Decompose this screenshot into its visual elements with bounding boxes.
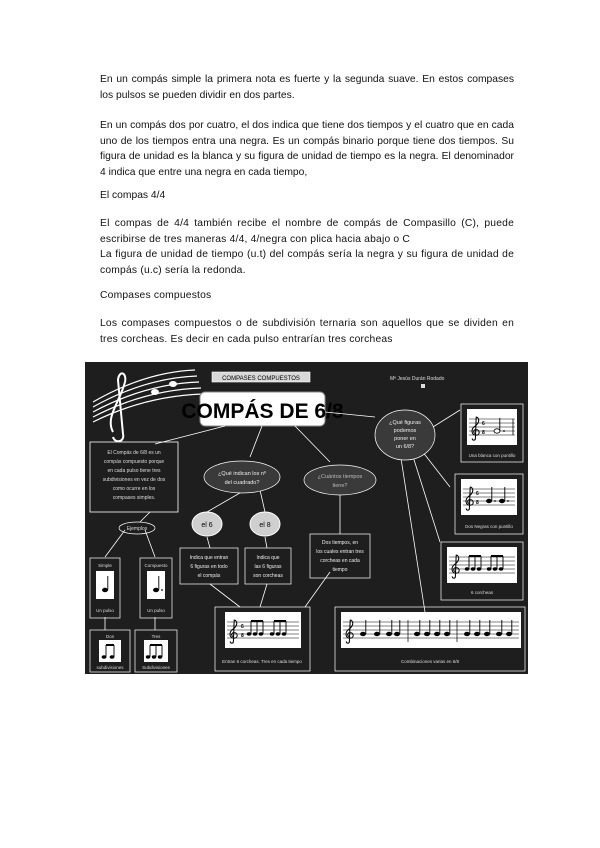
caption-6-corcheas: 6 corcheas <box>470 590 494 595</box>
un-pulso-label-2: Un pulso <box>147 608 165 613</box>
box-el8-line-2: las 6 figuras <box>254 564 282 570</box>
box-el6-line-3: el compás <box>197 573 221 579</box>
box-tiempos-line-1: Dos tiempos, en <box>321 540 359 546</box>
question-tiempos-oval <box>304 465 376 495</box>
paragraph-compuestos: Los compases compuestos o de subdivisión ternaria son aquellos que se dividen en tres corcheas. Es decir en cada pulso entrarían tres corcheas <box>100 318 514 345</box>
compuesto-label: Compuesto <box>144 563 168 568</box>
box-el8-line-1: Indica que <box>256 555 280 561</box>
definition-line-6: compases simples. <box>112 495 156 501</box>
dos-subdivisiones-label: subdivisiones <box>96 665 124 670</box>
box-tiempos-line-2: los cuales entran tres <box>316 549 364 555</box>
definition-line-3: en cada pulso tiene tres <box>107 468 161 474</box>
box-el8-line-3: son corcheas <box>253 573 283 579</box>
paragraph-dos-por-cuatro: En un compás dos por cuatro, el dos indica que tiene dos tiempos y el cuatro que en cada uno de los tiempos entra una negra. Es un compás binario porque tiene dos tiempos. Su figura de unidad es la blanca y su figura de unidad de tiempo es la negra. El denominador 4 indica que entre una negra en cada tiempo, <box>100 120 514 178</box>
caption-corcheas-tiempo: Entran 6 corcheas. Tres en cada tiempo <box>222 659 302 664</box>
paragraph-unidad-tiempo: La figura de unidad de tiempo (u.t) del compás sería la negra y su figura de unidad de compás (u.c) sería la redonda. <box>100 249 514 276</box>
simple-note-card <box>96 571 114 599</box>
ejemplos-label: Ejemplos <box>126 526 148 532</box>
tres-label: Tres <box>151 634 161 639</box>
heading-compas-44: El compas 4/4 <box>100 190 166 201</box>
svg-text:6: 6 <box>241 624 244 630</box>
un-pulso-label-1: Un pulso <box>96 608 114 613</box>
banner-label: COMPASES COMPUESTOS <box>222 376 300 382</box>
author-marker <box>421 384 425 388</box>
svg-text:6: 6 <box>482 421 485 427</box>
title-compas-6-8: COMPÁS DE 6/8 <box>181 400 344 423</box>
question-tiempos-line-1: ¿Cuántos tiempos <box>317 474 363 480</box>
svg-text:8: 8 <box>476 500 479 506</box>
paragraph-compas-simple: En un compás simple la primera nota es fuerte y la segunda suave. En estos compases los pulsos se pueden dividir en dos partes. <box>100 74 514 101</box>
question-figuras-line-1: ¿Qué figuras <box>389 420 421 426</box>
dos-label: Dos <box>105 634 115 639</box>
box-el6-line-1: Indica que entran <box>189 555 229 561</box>
author-label: Mª Jesús Durán Rodado <box>390 376 445 382</box>
definition-line-5: como ocurre en los <box>112 486 156 492</box>
simple-label: Simple <box>98 563 112 568</box>
mindmap-compas-6-8 <box>85 362 528 674</box>
box-el6-line-2: 6 figuras en todo <box>190 564 228 570</box>
el6-label: el 6 <box>201 522 213 529</box>
caption-negras: Dos Negras con puntillo <box>465 524 513 529</box>
definition-line-4: subdivisiones en vez de dos <box>102 477 166 483</box>
tres-subdivisiones-label: Subdivisiones <box>142 665 170 670</box>
question-figuras-line-4: un 6/8? <box>395 444 415 450</box>
question-indica-oval <box>204 461 280 493</box>
question-indica-line-1: ¿Qué indican los nº <box>218 471 266 477</box>
caption-blanca: Una blanca con puntillo <box>468 453 516 458</box>
svg-text:8: 8 <box>482 430 485 436</box>
svg-text:8: 8 <box>241 633 244 639</box>
heading-compases-compuestos: Compases compuestos <box>100 290 212 301</box>
definition-line-1: El Compás de 6/8 es un <box>107 450 161 456</box>
question-figuras-line-3: poner en <box>394 436 416 442</box>
paragraph-compas-44 <box>100 216 514 278</box>
question-figuras-line-2: podemos <box>393 428 417 434</box>
box-tiempos-line-4: tiempo <box>332 567 348 573</box>
caption-combinaciones: Combinaciones varias en 6/8 <box>400 659 460 664</box>
question-tiempos-line-2: tiene? <box>332 483 348 489</box>
paragraph-compasillo: El compas de 4/4 también recibe el nombre de compás de Compasillo (C), puede escribirse de tres maneras 4/4, 4/negra con plica hacia abajo o C <box>100 218 514 245</box>
dos-note-card <box>99 640 121 662</box>
definition-line-2: compás compuesto porque <box>103 459 165 465</box>
el8-label: el 8 <box>259 522 271 529</box>
question-indica-line-2: del cuadrado? <box>224 480 260 486</box>
compuesto-note-card <box>147 571 165 599</box>
svg-text:6: 6 <box>476 491 479 497</box>
question-figuras-oval <box>375 410 435 460</box>
box-tiempos-line-3: corcheas en cada <box>320 558 360 564</box>
